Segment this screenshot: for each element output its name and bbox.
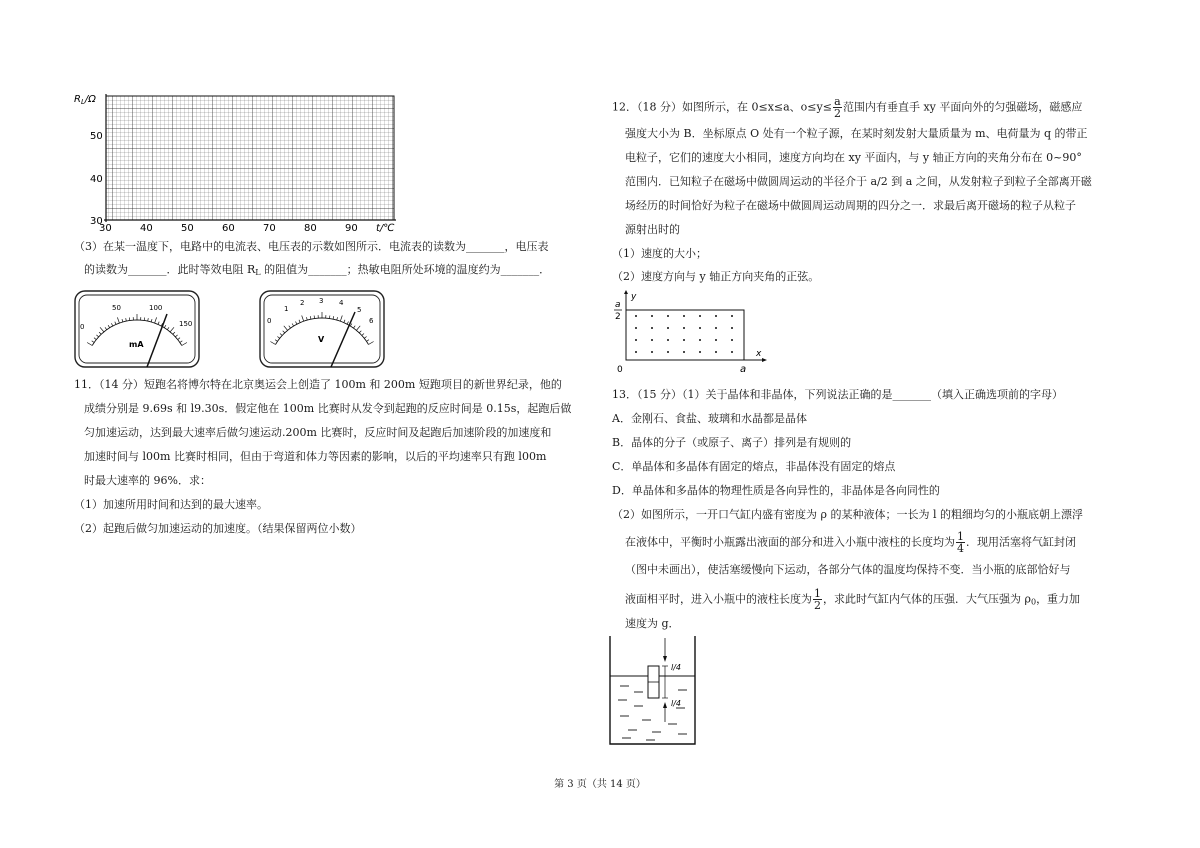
q13-option-a: A．金刚石、食盐、玻璃和水晶都是晶体 [612,412,807,425]
ammeter-figure [74,290,200,368]
scale-tick [314,316,315,319]
resistance-temperature-graph [72,88,412,236]
field-dot [683,339,685,341]
field-y-label: y [631,292,637,302]
graph-x-tick: 30 [99,223,112,234]
q12-line-1: 12．（18 分）如图所示，在 0≤x≤a、o≤y≤ $\frac{a}{2}$ 范围内有垂直手 xy 平面向外的匀强磁场，磁感应 [612,95,1083,120]
ammeter-tick: 100 [149,304,163,312]
field-right-label: a [740,364,747,375]
scale-tick [329,316,330,319]
field-dot [667,315,669,317]
voltmeter-tick: 1 [284,305,289,313]
graph-y-tick: 30 [90,216,103,227]
q13-line: 13．（15 分）（1）关于晶体和非晶体，下列说法正确的是_______（填入正确选项前的字母） [612,388,1063,401]
q12-line: 范围内．已知粒子在磁场中做圆周运动的半径介于 a/2 到 a 之间，从发射粒子到粒子全部离开磁 [625,175,1092,188]
field-dot [635,327,637,329]
q3-line-1: （3）在某一温度下，电路中的电流表、电压表的示数如图所示．电流表的读数为_______，电压表 [74,240,549,253]
field-dot [731,339,733,341]
q3-line-2: 的读数为_______．此时等效电阻 $R_L$ 的阻值为_______；热敏电阻所处环境的温度约为_______． [84,263,551,277]
graph-x-label: t/℃ [376,223,395,234]
q11-subquestion-1: （1）加速所用时间和达到的最大速率。 [74,498,268,511]
graph-x-tick: 70 [263,223,276,234]
field-dot [635,315,637,317]
field-dot [683,327,685,329]
field-dot [683,315,685,317]
q13-option-d: D．单晶体和多晶体的物理性质是各向异性的，非晶体是各向同性的 [612,484,940,497]
magnetic-field-figure [612,290,772,376]
field-dot [715,339,717,341]
ammeter-tick: 150 [179,320,193,328]
voltmeter-tick: 4 [339,299,344,307]
field-dot [699,351,701,353]
field-dot [667,327,669,329]
q12-line: 电粒子，它们的速度大小相同，速度方向均在 xy 平面内，与 y 轴正方向的夹角分布在 0~90° [625,151,1082,164]
q13-part2-line: （图中未画出），使活塞缓慢向下运动，各部分气体的温度均保持不变．当小瓶的底部恰好与 [625,563,1071,576]
field-dot [715,327,717,329]
field-dot [699,315,701,317]
field-top-den: 2 [615,312,621,322]
graph-x-tick: 90 [345,223,358,234]
graph-x-tick: 50 [181,223,194,234]
ammeter-tick: 50 [112,304,121,312]
q12-line: 场经历的时间恰好为粒子在磁场中做圆周运动周期的四分之一．求最后离开磁场的粒子从粒子 [625,199,1076,212]
fraction-a-over-2: $\frac{a}{2}$ [833,95,841,120]
field-origin: 0 [617,365,623,375]
graph-x-tick: 60 [222,223,235,234]
field-dot [651,351,653,353]
q12-line: 源射出时的 [625,223,680,236]
q12-line: 强度大小为 B．坐标原点 O 处有一个粒子源，在某时刻发射大量质量为 m、电荷量为 q 的带正 [625,127,1088,140]
field-dot [731,351,733,353]
field-dot [683,351,685,353]
graph-y-tick: 40 [90,174,103,185]
cylinder-label-bottom: l/4 [671,699,682,708]
voltmeter-figure [259,290,385,368]
field-dot [715,315,717,317]
graph-y-label: $R_L/\Omega$ [74,94,96,106]
cylinder-label-top: l/4 [671,663,682,672]
fraction-one-quarter: $\frac{1}{4}$ [957,530,964,555]
q13-part2-line: 在液体中，平衡时小瓶露出液面的部分和进入小瓶中液柱的长度均为 $\frac{1}{4}$ ．现用活塞将气缸封闭 [625,530,1076,555]
field-dot [731,315,733,317]
q13-option-b: B．晶体的分子（或原子、离子）排列是有规则的 [612,436,852,449]
field-dot [667,339,669,341]
q13-part2-line: 速度为 g． [625,617,680,630]
field-dot [715,351,717,353]
voltmeter-tick: 3 [319,297,324,305]
q13-part2-line: 液面相平时，进入小瓶中的液柱长度为 $\frac{1}{2}$ ，求此时气缸内气体的压强．大气压强为 $\rho_0$，重力加 [625,587,1081,612]
field-x-label: x [756,349,762,359]
field-dot [667,351,669,353]
ammeter-tick: 0 [80,323,85,331]
cylinder-bottle-figure [608,636,698,746]
field-dot [699,327,701,329]
field-dot [651,327,653,329]
field-dot [635,339,637,341]
q13-option-c: C．单晶体和多晶体有固定的熔点，非晶体没有固定的熔点 [612,460,896,473]
page-footer: 第 3 页（共 14 页） [554,779,646,790]
q13-part2-line: （2）如图所示，一开口气缸内盛有密度为 ρ 的某种液体；一长为 l 的粗细均匀的小瓶底朝上漂浮 [612,508,1083,521]
fraction-one-half: $\frac{1}{2}$ [814,587,821,612]
field-dot [635,351,637,353]
graph-x-tick: 80 [304,223,317,234]
field-dots [635,315,733,353]
voltmeter-tick: 5 [357,306,362,314]
voltmeter-tick: 2 [300,299,305,307]
q11-line: 时最大速率的 96%．求： [84,474,211,487]
voltmeter-tick: 0 [267,317,272,325]
q11-subquestion-2: （2）起跑后做匀加速运动的加速度。（结果保留两位小数） [74,522,362,535]
field-dot [651,315,653,317]
q11-line: 11．（14 分）短跑名将博尔特在北京奥运会上创造了 100m 和 200m 短跑项目的新世界纪录，他的 [74,378,562,391]
voltmeter-tick: 6 [369,317,374,325]
q12-subquestion-1: （1）速度的大小； [612,247,707,260]
q11-line: 成绩分别是 9.69s 和 l9.30s．假定他在 100m 比赛时从发令到起跑的反应时间是 0.15s，起跑后做 [84,402,572,415]
field-dot [651,339,653,341]
field-dot [699,339,701,341]
field-top-num: a [615,300,621,310]
field-dot [731,327,733,329]
graph-x-tick: 40 [140,223,153,234]
q11-line: 加速时间与 l00m 比赛时相同，但由于弯道和体力等因素的影响，以后的平均速率只有跑 l00m [84,450,547,463]
ammeter-unit: mA [129,340,144,349]
q11-line: 匀加速运动，达到最大速率后做匀速运动.200m 比赛时，反应时间及起跑后加速阶段的加速度和 [84,426,552,439]
voltmeter-unit: V [318,335,325,344]
graph-y-tick: 50 [90,131,103,142]
q12-subquestion-2: （2）速度方向与 y 轴正方向夹角的正弦。 [612,270,820,283]
